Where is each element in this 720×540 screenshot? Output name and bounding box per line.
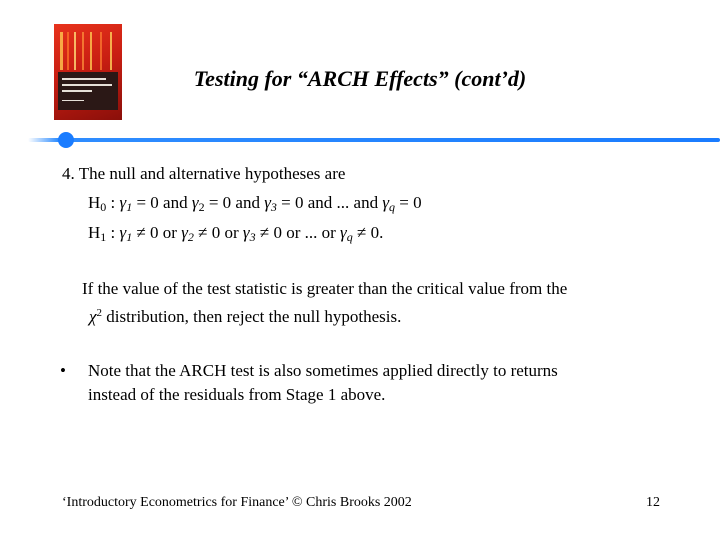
page-number: 12 <box>646 495 660 510</box>
bullet-icon: • <box>60 361 66 380</box>
alternative-hypothesis: $H_1$ : $\gamma_1 \ne 0$ or $\gamma_2 \ne 0$ or $\gamma_3 \ne 0$ or ... or $\gamma_q \ne 0$. <box>88 223 384 244</box>
slide-title: Testing for “ARCH Effects” (cont’d) <box>193 66 527 91</box>
null-hypothesis: $H_0$ : $\gamma_1 = 0$ and $\gamma_2 = 0$ and $\gamma_3 = 0$ and ... and $\gamma_q = 0$ <box>88 193 422 214</box>
note-line1: Note that the ARCH test is also sometimes applied directly to returns <box>88 361 558 380</box>
chi-symbol: χ <box>89 307 97 326</box>
item4-intro: 4. The null and alternative hypotheses are <box>62 164 346 183</box>
decision-rule-line2: $\chi^2$ distribution, then reject the null hypothesis. <box>89 307 402 326</box>
decision-rule-line1: If the value of the test statistic is greater than the critical value from the <box>82 279 568 298</box>
note-line2: instead of the residuals from Stage 1 above. <box>88 385 386 404</box>
book-cover-image <box>54 24 122 120</box>
separator-dot-icon <box>58 132 74 148</box>
title-separator <box>28 137 720 143</box>
footer-source: ‘Introductory Econometrics for Finance’ © Chris Brooks 2002 <box>62 495 412 510</box>
